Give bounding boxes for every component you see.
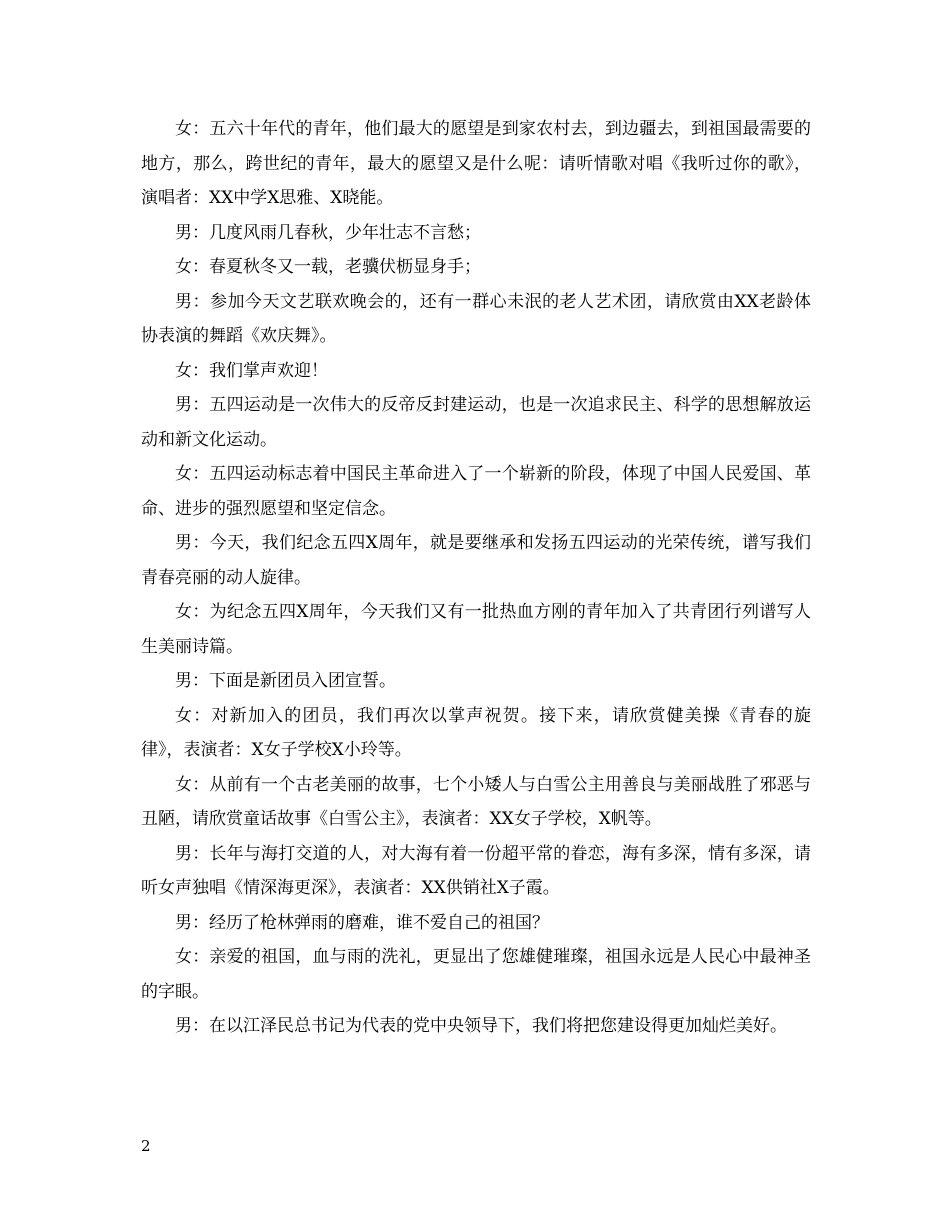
paragraph: 男：参加今天文艺联欢晚会的，还有一群心未泯的老人艺术团，请欣赏由XX老龄体协表演的舞蹈《欢庆舞》。 [141, 291, 811, 346]
paragraph: 女：五六十年代的青年，他们最大的愿望是到家农村去，到边疆去，到祖国最需要的地方，那么，跨世纪的青年，最大的愿望又是什么呢：请听情歌对唱《我听过你的歌》，演唱者：XX中学X思雅、X晓能。 [141, 119, 811, 208]
paragraph: 女：对新加入的团员，我们再次以掌声祝贺。接下来，请欣赏健美操《青春的旋律》，表演者：X女子学校X小玲等。 [141, 705, 811, 760]
paragraph: 女：春夏秋冬又一载，老骥伏枥显身手； [175, 257, 481, 277]
paragraph: 男：五四运动是一次伟大的反帝反封建运动，也是一次追求民主、科学的思想解放运动和新文化运动。 [141, 395, 811, 450]
paragraph: 男：几度风雨几春秋，少年壮志不言愁； [175, 222, 481, 243]
paragraph: 男：经历了枪林弹雨的磨难，谁不爱自己的祖国？ [175, 912, 549, 933]
page-number: 2 [141, 1137, 151, 1155]
paragraph: 男：长年与海打交道的人，对大海有着一份超平常的眷恋，海有多深，情有多深，请听女声独唱《情深海更深》，表演者：XX供销社X子霞。 [141, 843, 811, 898]
paragraph: 女：我们掌声欢迎！ [175, 360, 328, 381]
paragraph: 男：在以江泽民总书记为代表的党中央领导下，我们将把您建设得更加灿烂美好。 [175, 1016, 787, 1036]
paragraph: 男：今天，我们纪念五四X周年，就是要继承和发扬五四运动的光荣传统，谱写我们青春亮丽的动人旋律。 [141, 533, 811, 588]
paragraph: 女：从前有一个古老美丽的故事，七个小矮人与白雪公主用善良与美丽战胜了邪恶与丑陋，请欣赏童话故事《白雪公主》，表演者：XX女子学校，X帆等。 [141, 774, 811, 829]
paragraph: 女：五四运动标志着中国民主革命进入了一个崭新的阶段，体现了中国人民爱国、革命、进步的强烈愿望和坚定信念。 [141, 464, 811, 519]
paragraph: 女：亲爱的祖国，血与雨的洗礼，更显出了您雄健璀璨，祖国永远是人民心中最神圣的字眼。 [141, 947, 811, 1002]
paragraph: 男：下面是新团员入团宣誓。 [175, 671, 396, 691]
body-text [141, 112, 811, 1044]
paragraph: 女：为纪念五四X周年，今天我们又有一批热血方刚的青年加入了共青团行列谱写人生美丽诗篇。 [141, 602, 811, 657]
